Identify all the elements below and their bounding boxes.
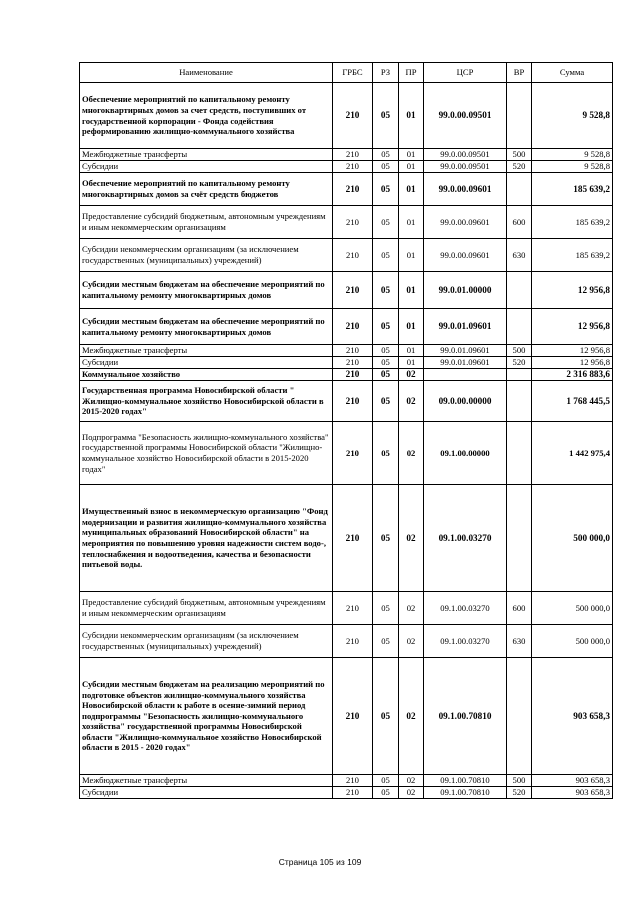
cell-name: Субсидии местным бюджетам на реализацию мероприятий по подготовке объектов жилищно-коммунального хозяйства Новосибирской области к работе в осенне-зимний период подпрограммы "Безопасность жилищно-коммунального хозяйства" государственной программы Новосибирской области "Жилищно-коммунальное хозяйство Новосибирской области в 2015 - 2020 годах": [80, 658, 333, 775]
cell-name: Государственная программа Новосибирской области " Жилищно-коммунальное хозяйство Новосибирской области в 2015-2020 годах": [80, 381, 333, 422]
cell-sum: 500 000,0: [532, 592, 613, 625]
cell-csr: 09.0.00.00000: [424, 381, 507, 422]
cell-grbs: 210: [333, 309, 373, 345]
cell-grbs: 210: [333, 775, 373, 787]
table-row: [80, 422, 613, 485]
cell-csr: 09.1.00.03270: [424, 592, 507, 625]
cell-csr: 99.0.00.09501: [424, 83, 507, 149]
cell-name: Коммунальное хозяйство: [80, 369, 333, 381]
cell-name: Субсидии: [80, 161, 333, 173]
cell-vr: [507, 272, 532, 309]
cell-grbs: 210: [333, 239, 373, 272]
cell-grbs: 210: [333, 83, 373, 149]
cell-rz: 05: [373, 422, 399, 485]
cell-rz: 05: [373, 173, 399, 206]
cell-pr: 02: [399, 369, 424, 381]
cell-rz: 05: [373, 625, 399, 658]
header-grbs: ГРБС: [333, 63, 373, 83]
cell-name: Межбюджетные трансферты: [80, 345, 333, 357]
cell-name: Субсидии некоммерческим организациям (за исключением государственных (муниципальных) учреждений): [80, 625, 333, 658]
budget-table: [79, 62, 613, 799]
cell-rz: 05: [373, 485, 399, 592]
cell-pr: 02: [399, 787, 424, 799]
cell-sum: 903 658,3: [532, 775, 613, 787]
table-row: [80, 592, 613, 625]
cell-rz: 05: [373, 149, 399, 161]
cell-vr: 520: [507, 787, 532, 799]
cell-pr: 01: [399, 239, 424, 272]
table-row: [80, 775, 613, 787]
cell-rz: 05: [373, 239, 399, 272]
cell-sum: 903 658,3: [532, 658, 613, 775]
cell-sum: 12 956,8: [532, 345, 613, 357]
cell-sum: 12 956,8: [532, 272, 613, 309]
table-row: [80, 369, 613, 381]
cell-csr: 09.1.00.03270: [424, 485, 507, 592]
cell-rz: 05: [373, 658, 399, 775]
cell-rz: 05: [373, 775, 399, 787]
table-body: [80, 83, 613, 799]
cell-sum: 185 639,2: [532, 173, 613, 206]
cell-rz: 05: [373, 83, 399, 149]
cell-csr: 99.0.00.09601: [424, 239, 507, 272]
cell-name: Межбюджетные трансферты: [80, 149, 333, 161]
header-vr: ВР: [507, 63, 532, 83]
cell-sum: 500 000,0: [532, 485, 613, 592]
cell-csr: 99.0.01.09601: [424, 345, 507, 357]
cell-pr: 01: [399, 345, 424, 357]
cell-sum: 9 528,8: [532, 149, 613, 161]
cell-vr: 600: [507, 206, 532, 239]
cell-name: Предоставление субсидий бюджетным, автономным учреждениям и иным некоммерческим организациям: [80, 206, 333, 239]
cell-rz: 05: [373, 272, 399, 309]
cell-csr: 99.0.00.09601: [424, 206, 507, 239]
cell-vr: [507, 309, 532, 345]
cell-csr: 99.0.01.00000: [424, 272, 507, 309]
cell-sum: 903 658,3: [532, 787, 613, 799]
cell-grbs: 210: [333, 173, 373, 206]
cell-csr: 99.0.00.09601: [424, 173, 507, 206]
table-header-row: [80, 63, 613, 83]
cell-grbs: 210: [333, 485, 373, 592]
header-pr: ПР: [399, 63, 424, 83]
cell-csr: 99.0.00.09501: [424, 149, 507, 161]
cell-rz: 05: [373, 787, 399, 799]
cell-pr: 01: [399, 83, 424, 149]
cell-rz: 05: [373, 369, 399, 381]
cell-vr: [507, 381, 532, 422]
cell-rz: 05: [373, 206, 399, 239]
cell-pr: 02: [399, 381, 424, 422]
table-row: [80, 357, 613, 369]
table-row: [80, 173, 613, 206]
cell-vr: 520: [507, 357, 532, 369]
cell-vr: 600: [507, 592, 532, 625]
cell-sum: 2 316 883,6: [532, 369, 613, 381]
cell-vr: 630: [507, 239, 532, 272]
table-row: [80, 787, 613, 799]
cell-name: Межбюджетные трансферты: [80, 775, 333, 787]
cell-name: Субсидии местным бюджетам на обеспечение мероприятий по капитальному ремонту многоквартирных домов: [80, 309, 333, 345]
cell-rz: 05: [373, 161, 399, 173]
table-row: [80, 309, 613, 345]
cell-pr: 02: [399, 775, 424, 787]
table-row: [80, 625, 613, 658]
cell-csr: 99.0.00.09501: [424, 161, 507, 173]
cell-pr: 02: [399, 625, 424, 658]
cell-grbs: 210: [333, 592, 373, 625]
table-row: [80, 658, 613, 775]
cell-vr: 500: [507, 775, 532, 787]
cell-name: Подпрограмма "Безопасность жилищно-коммунального хозяйства" государственной программы Новосибирской области "Жилищно-коммунальное хозяйство Новосибирской области в 2015-2020 годах": [80, 422, 333, 485]
cell-vr: [507, 173, 532, 206]
table-row: [80, 206, 613, 239]
cell-sum: 9 528,8: [532, 161, 613, 173]
cell-pr: 01: [399, 173, 424, 206]
table-row: [80, 381, 613, 422]
page-footer: Страница 105 из 109: [278, 857, 362, 867]
cell-name: Обеспечение мероприятий по капитальному ремонту многоквартирных домов за счет средств, поступивших от государственной корпорации - Фонда содействия реформированию жилищно-коммунального хозяйства: [80, 83, 333, 149]
cell-name: Имущественный взнос в некоммерческую организацию "Фонд модернизации и развития жилищно-коммунального хозяйства муниципальных образований Новосибирской области" на мероприятия по повышению уровня надежности систем водо-, теплоснабжения и водоотведения, качества и безопасности питьевой воды.: [80, 485, 333, 592]
cell-name: Субсидии некоммерческим организациям (за исключением государственных (муниципальных) учреждений): [80, 239, 333, 272]
cell-grbs: 210: [333, 422, 373, 485]
cell-csr: 99.0.01.09601: [424, 357, 507, 369]
cell-rz: 05: [373, 357, 399, 369]
cell-csr: 99.0.01.09601: [424, 309, 507, 345]
cell-csr: 09.1.00.70810: [424, 775, 507, 787]
cell-pr: 02: [399, 485, 424, 592]
cell-sum: 1 768 445,5: [532, 381, 613, 422]
cell-vr: 520: [507, 161, 532, 173]
header-name: Наименование: [80, 63, 333, 83]
cell-vr: [507, 422, 532, 485]
cell-grbs: 210: [333, 369, 373, 381]
table-row: [80, 345, 613, 357]
cell-pr: 01: [399, 206, 424, 239]
cell-vr: [507, 83, 532, 149]
header-csr: ЦСР: [424, 63, 507, 83]
cell-pr: 02: [399, 658, 424, 775]
cell-vr: 500: [507, 149, 532, 161]
cell-vr: 500: [507, 345, 532, 357]
cell-csr: 09.1.00.00000: [424, 422, 507, 485]
cell-csr: 09.1.00.03270: [424, 625, 507, 658]
cell-pr: 02: [399, 422, 424, 485]
table-row: [80, 272, 613, 309]
cell-grbs: 210: [333, 625, 373, 658]
cell-vr: [507, 369, 532, 381]
cell-grbs: 210: [333, 345, 373, 357]
cell-vr: [507, 658, 532, 775]
cell-name: Субсидии: [80, 357, 333, 369]
cell-sum: 185 639,2: [532, 239, 613, 272]
cell-csr: [424, 369, 507, 381]
cell-pr: 01: [399, 309, 424, 345]
cell-pr: 01: [399, 272, 424, 309]
cell-csr: 09.1.00.70810: [424, 658, 507, 775]
cell-grbs: 210: [333, 357, 373, 369]
cell-pr: 02: [399, 592, 424, 625]
cell-sum: 500 000,0: [532, 625, 613, 658]
cell-pr: 01: [399, 161, 424, 173]
cell-sum: 9 528,8: [532, 83, 613, 149]
cell-grbs: 210: [333, 658, 373, 775]
table-row: [80, 239, 613, 272]
cell-sum: 12 956,8: [532, 309, 613, 345]
cell-grbs: 210: [333, 149, 373, 161]
cell-name: Субсидии: [80, 787, 333, 799]
cell-grbs: 210: [333, 161, 373, 173]
header-sum: Сумма: [532, 63, 613, 83]
cell-rz: 05: [373, 381, 399, 422]
cell-pr: 01: [399, 357, 424, 369]
cell-rz: 05: [373, 592, 399, 625]
cell-name: Субсидии местным бюджетам на обеспечение мероприятий по капитальному ремонту многоквартирных домов: [80, 272, 333, 309]
cell-name: Обеспечение мероприятий по капитальному ремонту многоквартирных домов за счёт средств бюджетов: [80, 173, 333, 206]
cell-grbs: 210: [333, 206, 373, 239]
cell-pr: 01: [399, 149, 424, 161]
cell-sum: 12 956,8: [532, 357, 613, 369]
table-row: [80, 149, 613, 161]
cell-grbs: 210: [333, 787, 373, 799]
cell-grbs: 210: [333, 381, 373, 422]
cell-rz: 05: [373, 345, 399, 357]
cell-sum: 185 639,2: [532, 206, 613, 239]
table-row: [80, 83, 613, 149]
cell-name: Предоставление субсидий бюджетным, автономным учреждениям и иным некоммерческим организациям: [80, 592, 333, 625]
cell-vr: [507, 485, 532, 592]
cell-rz: 05: [373, 309, 399, 345]
cell-grbs: 210: [333, 272, 373, 309]
cell-vr: 630: [507, 625, 532, 658]
table-row: [80, 161, 613, 173]
header-rz: РЗ: [373, 63, 399, 83]
cell-csr: 09.1.00.70810: [424, 787, 507, 799]
table-row: [80, 485, 613, 592]
cell-sum: 1 442 975,4: [532, 422, 613, 485]
